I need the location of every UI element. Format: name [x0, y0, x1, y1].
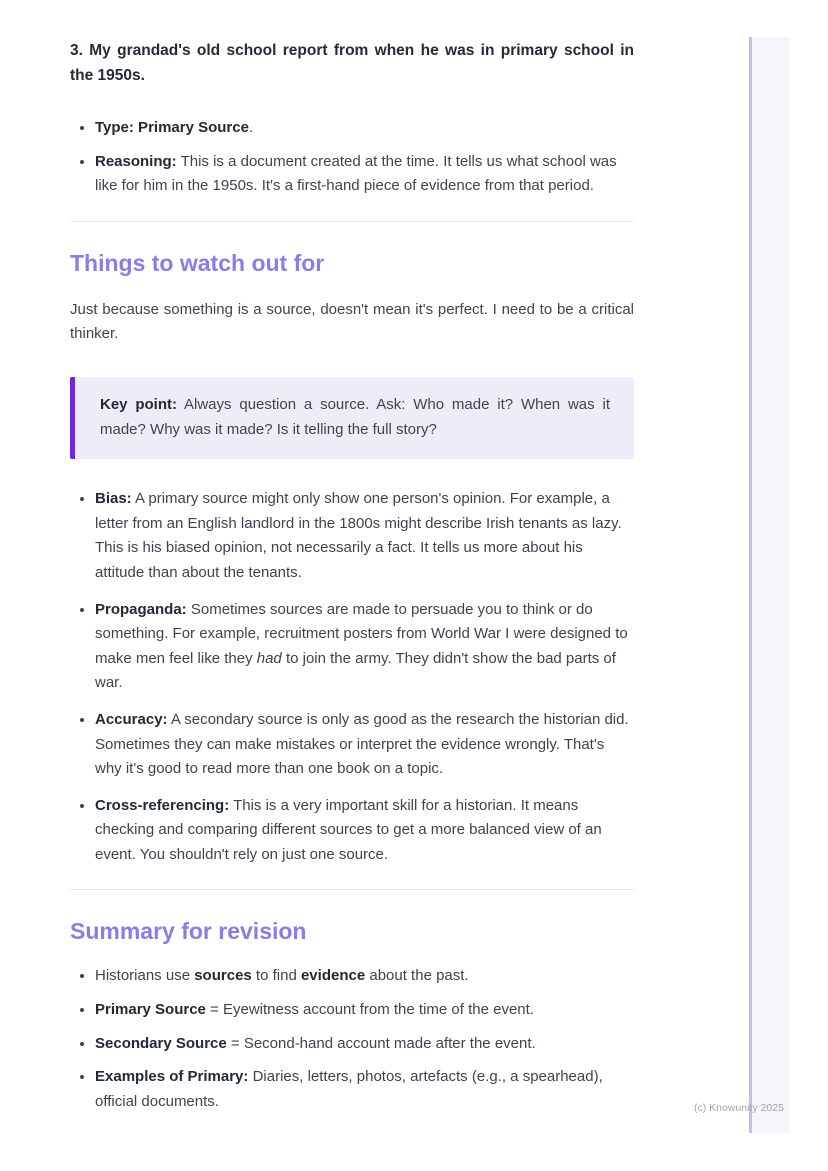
knowunity-watermark: (c) Knowunity 2025 — [694, 1102, 784, 1114]
key-point-text-block — [100, 393, 610, 442]
bullet-historians — [95, 964, 634, 989]
bullet-propaganda-text-2: to join the army. They didn't show the bad parts of war. — [95, 649, 616, 692]
bullet-accuracy — [95, 708, 634, 782]
bullet-type — [95, 116, 634, 141]
bullet-examples-of-primary-text: Diaries, letters, photos, artefacts (e.g., a spearhead), official documents. — [95, 1068, 603, 1110]
bullet-bias-term: Bias: — [95, 490, 132, 508]
bullet-primary-source — [95, 998, 634, 1023]
bullet-bias — [95, 487, 634, 585]
section-divider — [70, 889, 634, 890]
key-point-term: Key point: — [100, 395, 177, 413]
bullet-propaganda — [95, 598, 634, 696]
bullet-propaganda-text-1: Sometimes sources are made to persuade you to think or do something. For example, recruitment posters from World War I were designed to make men feel like they — [95, 600, 628, 667]
bullet-cross-referencing-term: Cross-referencing: — [95, 796, 230, 814]
bullet-reasoning-text: This is a document created at the time. It tells us what school was like for him in the 1950s. It's a first-hand piece of evidence from that period. — [95, 152, 617, 195]
bullet-bias-text: A primary source might only show one person's opinion. For example, a letter from an English landlord in the 1800s might describe Irish tenants as lazy. This is his biased opinion, not necessarily a fact. It tells us more about his attitude than about the tenants. — [95, 490, 622, 581]
bullet-type-text: . — [248, 119, 254, 136]
watch-out-list — [70, 487, 634, 867]
bullet-historians-bold-1: sources — [194, 967, 252, 985]
bullet-accuracy-term: Accuracy: — [95, 710, 168, 728]
bullet-reasoning — [95, 150, 634, 199]
bullet-historians-bold-2: evidence — [300, 967, 366, 985]
bullet-secondary-source-term: Secondary Source — [95, 1034, 227, 1052]
watch-out-intro: Just because something is a source, doesn't mean it's perfect. I need to be a critical thinker. — [70, 300, 634, 343]
bullet-secondary-source — [95, 1032, 634, 1057]
key-point-callout — [70, 377, 634, 459]
bullet-primary-source-text: = Eyewitness account from the time of the event. — [205, 1001, 534, 1019]
bullet-type-term: Type: Primary Source — [95, 119, 249, 136]
bullet-primary-source-term: Primary Source — [95, 1001, 206, 1019]
bullet-propaganda-term: Propaganda: — [95, 600, 187, 618]
heading-things-to-watch-out-for: Things to watch out for — [70, 249, 325, 276]
key-point-text: Always question a source. Ask: Who made it? When was it made? Why was it made? Is it telling the full story? — [100, 395, 610, 438]
bullet-historians-text-3: about the past. — [365, 967, 469, 985]
bullet-secondary-source-text: = Second-hand account made after the event. — [226, 1034, 536, 1052]
section-divider — [70, 221, 634, 222]
document-content — [70, 0, 634, 1114]
bullet-cross-referencing — [95, 794, 634, 868]
heading-summary-for-revision: Summary for revision — [70, 918, 307, 945]
question-3-title: 3. My grandad's old school report from when he was in primary school in the 1950s. — [70, 42, 634, 84]
bullet-historians-text-2: to find — [251, 967, 301, 985]
bullet-examples-of-primary-term: Examples of Primary: — [95, 1068, 249, 1086]
bullet-reasoning-term: Reasoning: — [95, 152, 177, 170]
bullet-accuracy-text: A secondary source is only as good as the research the historian did. Sometimes they can make mistakes or interpret the evidence wrongly. That's why it's good to read more than one book on a topic. — [95, 710, 629, 778]
page-edge-strip — [749, 37, 790, 1133]
bullet-examples-of-primary — [95, 1065, 634, 1114]
bullet-propaganda-italic: had — [256, 649, 282, 667]
bullet-cross-referencing-text: This is a very important skill for a historian. It means checking and comparing different sources to get a more balanced view of an event. You shouldn't rely on just one source. — [95, 796, 602, 863]
question-3-list — [70, 116, 634, 199]
bullet-historians-text-1: Historians use — [95, 967, 195, 985]
summary-list — [70, 964, 634, 1114]
